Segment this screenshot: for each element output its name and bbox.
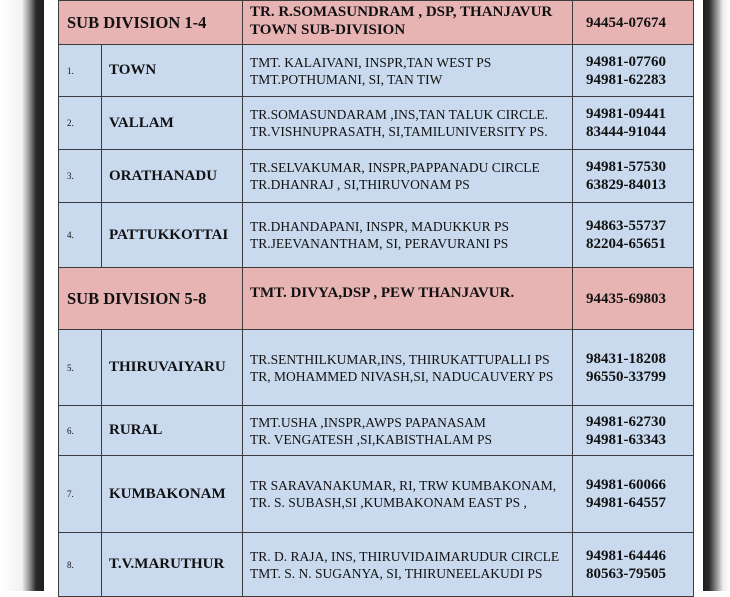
officer-line: TR.SELVAKUMAR, INSPR,PAPPANADU CIRCLE: [250, 160, 540, 175]
officer-line: TMT. KALAIVANI, INSPR,TAN WEST PS: [250, 54, 492, 70]
phone-line: 80563-79505: [586, 565, 666, 582]
sub-division-header-row: [59, 1, 694, 45]
table-row: [59, 406, 694, 456]
row-number: 1.: [59, 45, 102, 97]
row-number: 3.: [59, 150, 102, 203]
row-number: 8.: [59, 533, 102, 597]
phone-numbers: [573, 203, 694, 268]
officer-names: [243, 150, 573, 203]
officer-line: TR.SOMASUNDARAM ,INS,TAN TALUK CIRCLE.: [250, 107, 548, 122]
sub-division-title: SUB DIVISION 5-8: [59, 268, 243, 330]
phone-line: 94981-64446: [586, 547, 666, 564]
phone-line: 94981-57530: [586, 159, 666, 175]
table-row: [59, 97, 694, 150]
officer-names: [243, 45, 573, 97]
officer-line: TR, MOHAMMED NIVASH,SI, NADUCAUVERY PS: [250, 368, 554, 384]
station-name: RURAL: [102, 406, 243, 456]
officer-line: TR. D. RAJA, INS, THIRUVIDAIMARUDUR CIRCLE: [250, 548, 560, 564]
phone-line: 82204-65651: [586, 236, 666, 252]
station-name: VALLAM: [102, 97, 243, 150]
officer-names: [243, 203, 573, 268]
phone-line: 94981-63343: [586, 431, 666, 448]
row-number: 2.: [59, 97, 102, 150]
officer-line: TR. VENGATESH ,SI,KABISTHALAM PS: [250, 431, 493, 447]
officer-line: TR.SENTHILKUMAR,INS, THIRUKATTUPALLI PS: [250, 351, 550, 367]
sub-division-title: SUB DIVISION 1-4: [59, 1, 243, 45]
phone-line: 94981-60066: [586, 477, 666, 493]
station-name: T.V.MARUTHUR: [102, 533, 243, 597]
officer-line: TMT.USHA ,INSPR,AWPS PAPANASAM: [250, 414, 486, 430]
officer-names: [243, 97, 573, 150]
sub-division-header-row: [59, 268, 694, 330]
phone-numbers: [573, 150, 694, 203]
table-row: [59, 330, 694, 406]
sub-division-phone: 94454-07674: [573, 1, 694, 45]
officer-names: [243, 533, 573, 597]
row-number: 5.: [59, 330, 102, 406]
phone-line: 94863-55737: [586, 218, 666, 234]
officer-line: TMT. S. N. SUGANYA, SI, THIRUNEELAKUDI PS: [250, 565, 543, 581]
phone-line: 94981-09441: [586, 106, 666, 122]
station-name: KUMBAKONAM: [102, 456, 243, 533]
monitor-bezel-left: [0, 0, 44, 591]
phone-line: 63829-84013: [586, 177, 666, 193]
phone-line: 94981-64557: [586, 495, 666, 511]
officer-line: TMT.POTHUMANI, SI, TAN TIW: [250, 71, 443, 87]
officer-line: TR.VISHNUPRASATH, SI,TAMILUNIVERSITY PS.: [250, 124, 548, 139]
phone-line: 94981-07760: [586, 53, 666, 70]
officer-names: [243, 406, 573, 456]
officer-duty-table: [58, 0, 694, 597]
officer-line: TR. S. SUBASH,SI ,KUMBAKONAM EAST PS ,: [250, 495, 527, 510]
officer-line: TR.DHANDAPANI, INSPR, MADUKKUR PS: [250, 219, 510, 234]
station-name: PATTUKKOTTAI: [102, 203, 243, 268]
phone-numbers: [573, 45, 694, 97]
phone-line: 98431-18208: [586, 350, 666, 367]
row-number: 6.: [59, 406, 102, 456]
phone-line: 96550-33799: [586, 368, 666, 385]
phone-line: 94981-62730: [586, 413, 666, 430]
monitor-bezel-right: [703, 0, 730, 591]
officer-line: TR.DHANRAJ , SI,THIRUVONAM PS: [250, 177, 470, 192]
station-name: TOWN: [102, 45, 243, 97]
row-number: 4.: [59, 203, 102, 268]
row-number: 7.: [59, 456, 102, 533]
table-row: [59, 533, 694, 597]
phone-line: 94981-62283: [586, 71, 666, 88]
officer-names: [243, 456, 573, 533]
table-row: [59, 456, 694, 533]
phone-numbers: [573, 456, 694, 533]
table-row: [59, 45, 694, 97]
table-row: [59, 203, 694, 268]
officer-line: TR. R.SOMASUNDRAM , DSP, THANJAVUR: [250, 4, 553, 20]
officer-line: TOWN SUB-DIVISION: [250, 22, 406, 38]
phone-numbers: [573, 533, 694, 597]
station-name: ORATHANADU: [102, 150, 243, 203]
sub-division-phone: 94435-69803: [573, 268, 694, 330]
sub-division-officer: [243, 1, 573, 45]
phone-numbers: [573, 406, 694, 456]
station-name: THIRUVAIYARU: [102, 330, 243, 406]
phone-numbers: [573, 97, 694, 150]
phone-line: 83444-91044: [586, 124, 666, 140]
phone-numbers: [573, 330, 694, 406]
officer-line: TR.JEEVANANTHAM, SI, PERAVURANI PS: [250, 236, 509, 251]
table-row: [59, 150, 694, 203]
sub-division-officer: [243, 268, 573, 330]
officer-line: TR SARAVANAKUMAR, RI, TRW KUMBAKONAM,: [250, 478, 557, 493]
officer-names: [243, 330, 573, 406]
officer-line: TMT. DIVYA,DSP , PEW THANJAVUR.: [250, 285, 515, 301]
